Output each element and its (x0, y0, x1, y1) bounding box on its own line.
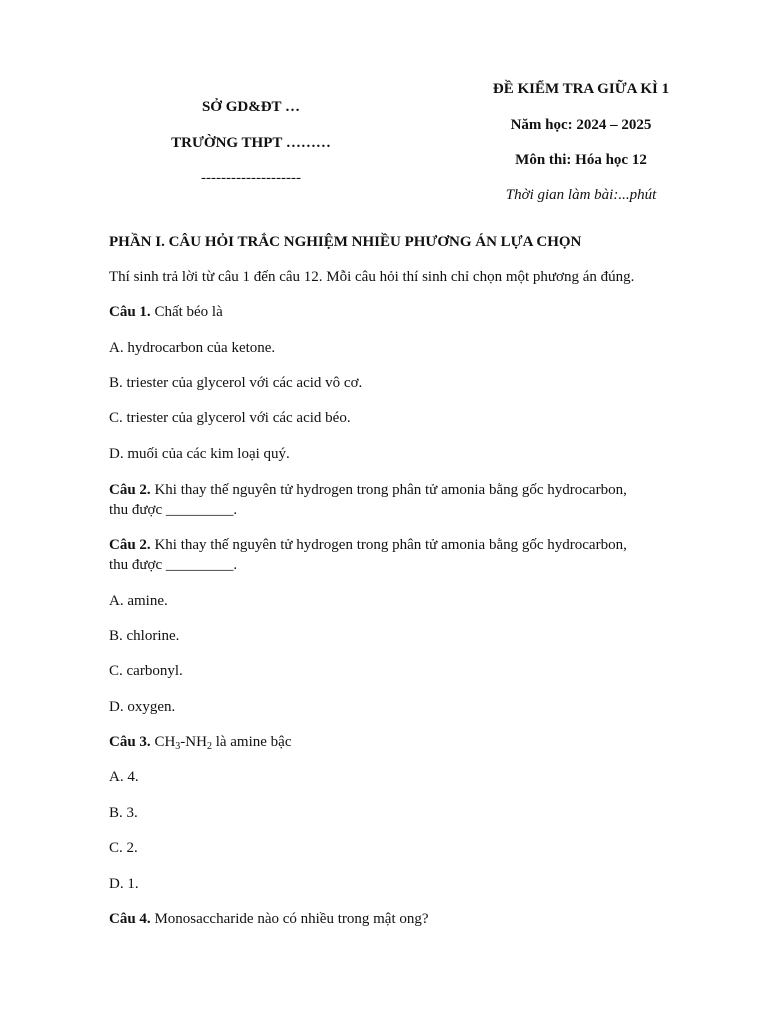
option-2d: D. oxygen. (109, 699, 176, 715)
question-text: Monosaccharide nào có nhiều trong mật ong? (150, 911, 429, 927)
question-1 (109, 302, 709, 322)
question-2-repeat-line2: thu được _________. (109, 557, 238, 573)
question-text-pre: CH (150, 734, 176, 750)
subscript-3: 3 (175, 741, 181, 752)
time-allowed: Thời gian làm bài:...phút (505, 187, 657, 203)
question-text: Khi thay thế nguyên tử hydrogen trong phân tử amonia bằng gốc hydrocarbon, (150, 537, 627, 553)
question-label: Câu 2. (109, 537, 151, 553)
question-3 (109, 732, 709, 752)
question-text-post: là amine bậc (211, 734, 292, 750)
question-4 (109, 909, 709, 929)
option-3a: A. 4. (109, 769, 139, 785)
option-1b: B. triester của glycerol với các acid vô cơ. (109, 375, 363, 391)
question-label: Câu 2. (109, 482, 151, 498)
option-1d: D. muối của các kim loại quý. (109, 446, 290, 462)
option-3b: B. 3. (109, 805, 138, 821)
question-text-mid: -NH (180, 734, 207, 750)
question-text: Khi thay thế nguyên tử hydrogen trong phân tử amonia bằng gốc hydrocarbon, (150, 482, 627, 498)
question-label: Câu 3. (109, 734, 151, 750)
section-title: PHẦN I. CÂU HỎI TRẮC NGHIỆM NHIỀU PHƯƠNG ÁN LỰA CHỌN (109, 234, 582, 250)
option-1c: C. triester của glycerol với các acid béo. (109, 410, 351, 426)
question-2 (109, 480, 709, 500)
option-3d: D. 1. (109, 876, 139, 892)
school-year: Năm học: 2024 – 2025 (510, 117, 652, 133)
section-instruction: Thí sinh trả lời từ câu 1 đến câu 12. Mỗi câu hỏi thí sinh chỉ chọn một phương án đúng. (109, 269, 635, 285)
option-3c: C. 2. (109, 840, 138, 856)
department-name: SỞ GD&ĐT … (201, 99, 301, 115)
subscript-2: 2 (206, 741, 212, 752)
school-name: TRƯỜNG THPT ……… (171, 135, 331, 151)
option-2b: B. chlorine. (109, 628, 180, 644)
question-label: Câu 4. (109, 911, 151, 927)
subject: Môn thi: Hóa học 12 (515, 152, 647, 168)
question-2-repeat (109, 535, 709, 555)
option-2c: C. carbonyl. (109, 663, 183, 679)
question-label: Câu 1. (109, 304, 151, 320)
question-2-line2: thu được _________. (109, 502, 238, 518)
header-divider: -------------------- (201, 170, 301, 186)
option-2a: A. amine. (109, 593, 168, 609)
exam-title: ĐỀ KIỂM TRA GIỮA KÌ 1 (492, 81, 670, 97)
option-1a: A. hydrocarbon của ketone. (109, 340, 276, 356)
question-text: Chất béo là (150, 304, 223, 320)
